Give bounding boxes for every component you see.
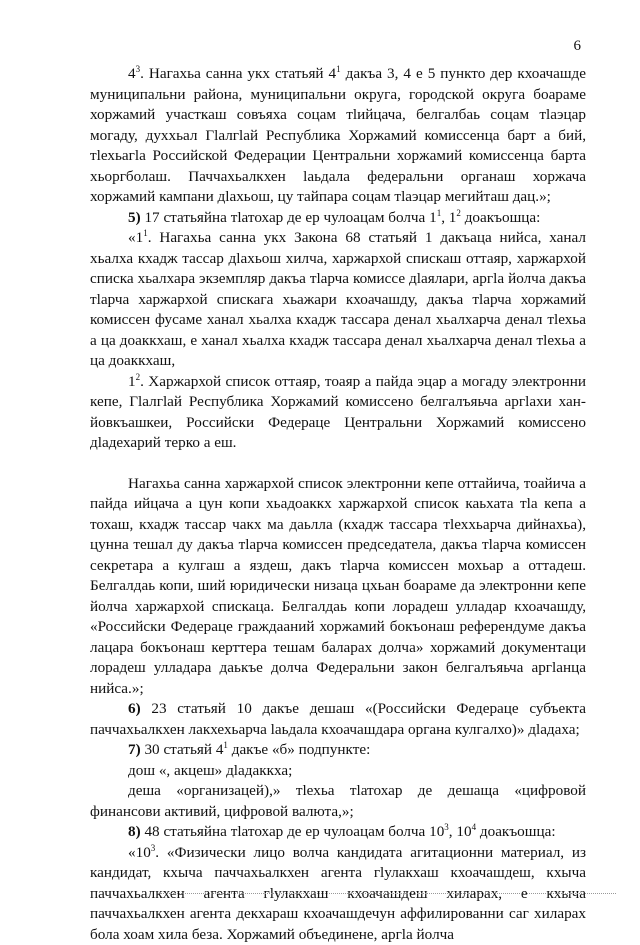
paragraph-9: деша «организацей),» тlехьа тlатохар де дешаща «цифровой финансови активий, цифровой валюта,»; [90, 781, 586, 822]
superscript: 2 [456, 208, 461, 218]
list-item-number: 8) [128, 823, 141, 840]
paragraph-7: 7) 30 статьяй $4^1$ дакъе «б» подпункте: [90, 740, 586, 761]
superscript: 4 [472, 822, 477, 832]
superscript: 3 [444, 822, 449, 832]
page-number: 6 [574, 36, 582, 57]
paragraph-3: «$1^1$. Нагахьа санна укх Закона 68 статьяй 1 дакъаца нийса, ханал хьалха кхадж тассар дlахьош хилча, харжархой спискаш оттаяр, харжархой списка хьалхара экземпляр дакъа тlарча комиссе дlаялари, аргlа йолча дакъа тlарча харжархой спискага хьажари кхоачашду, дакъа тlарча хоржамий комиссен фусаме ханал хьалха кхадж тассара денал хьалхарча денал тlехьа а ца доаккхаш, е ханал хьалха кхадж тассара денал хьалхарча денал тlехьа а ца доаккхаш, [90, 228, 586, 372]
superscript: 1 [223, 740, 228, 750]
footer-dotted-line [160, 893, 616, 894]
paragraph-1: $4^3$. Нагахьа санна укх статьяй $4^1$ дакъа 3, 4 е 5 пункто дер кхоачашде муниципальни района, муниципальни округа, городской округа боараме хоржамий участкаш совъяха соцам тlийцача, белгалбаь соцам тlаэцар могаду, духхьал Гlалгlай Республика Хоржамий комиссенца барт а бий, тlехьагlа Российской Федерации Центральни хоржамий комиссенца барта хьоргболаш. Паччахьалкхен lаьдала федеральни органаш хоржача хоржамий кампани дlахьош, цу тайпара соцам тlаэцар мегийташ дац.»; [90, 64, 586, 208]
paragraph-6: 6) 23 статьяй 10 дакъе дешаш «(Российски Федераце субъекта паччахьалкхен лакхехьарча lаьдала кхоачашдара органа кулгалхо)» дlадаха; [90, 699, 586, 740]
paragraph-8: дош «, акцеш» дlадаккха; [90, 761, 586, 782]
superscript: 3 [136, 64, 141, 74]
paragraph-10: 8) 48 статьяйна тlатохар де ер чулоацам болча $10^3$, $10^4$ доакъошца: [90, 822, 586, 843]
paragraph-11: «$10^3$. «Физически лицо волча кандидата агитационни материал, из кандидат, кхыча паччахьалкхен агента гlулакхаш кхоачашдеш, кхыча паччахьалкхен агента гlулакхаш кхоачашдеш хиларах, е кхыча паччахьалкхен агента декхараш кхоачашдечун аффилированни саг хиларах бола хоам хила беза. Хоржамий объединене, аргlа йолча [90, 843, 586, 945]
superscript: 2 [136, 372, 141, 382]
list-item-number: 6) [128, 700, 141, 717]
paragraph-2: 5) 17 статьяйна тlатохар де ер чулоацам болча $1^1$, $1^2$ доакъошца: [90, 208, 586, 229]
superscript: 3 [151, 843, 156, 853]
list-item-number: 7) [128, 741, 141, 758]
paragraph-5: Нагахьа санна харжархой список электронни кепе оттайича, тоайича а пайда ийцача а цун копи хьадоаккх харжархой список каьхата тlа кепа а тохаш, кхадж тассар чакх ма даьлла (кхадж тассара тlеххьарча дийнахьа), цунна тешал ду дакъа тlарча комиссен председателa, дакъа тlарча комиссен секретара а кулгаш а яздеш, дакъ тlарча комиссен мохьар а оттадеш. Белгалдаь копи, ший юридически низаца цхьан боараме да электронни кепе йолча харжархой спискаца. Белгалдаь копи лорадеш улладар кхоачашду, «Российски Федераце граждааний хоржамий бокъонаш референдуме дакъа лацара бокъонаш керттера тешам баларах долча» хоржамий документаци лорадеш улладара даькъе долча Федеральни закон белгалъяьча аргlанца нийса.»; [90, 474, 586, 700]
superscript: 1 [336, 64, 341, 74]
paragraph-4: $1^2$. Харжархой список оттаяр, тоаяр а пайда эцар а могаду электронни кепе, Гlалгlай Республика Хоржамий комиссено белгалъяьча аргlахи хан-йовкъашкеи, Российски Федераце Центральни Хоржамий комиссено дlадехарий терко а еш. [90, 372, 586, 454]
superscript: 1 [437, 208, 442, 218]
list-item-number: 5) [128, 209, 141, 226]
superscript: 1 [143, 228, 148, 238]
document-body [90, 64, 586, 945]
